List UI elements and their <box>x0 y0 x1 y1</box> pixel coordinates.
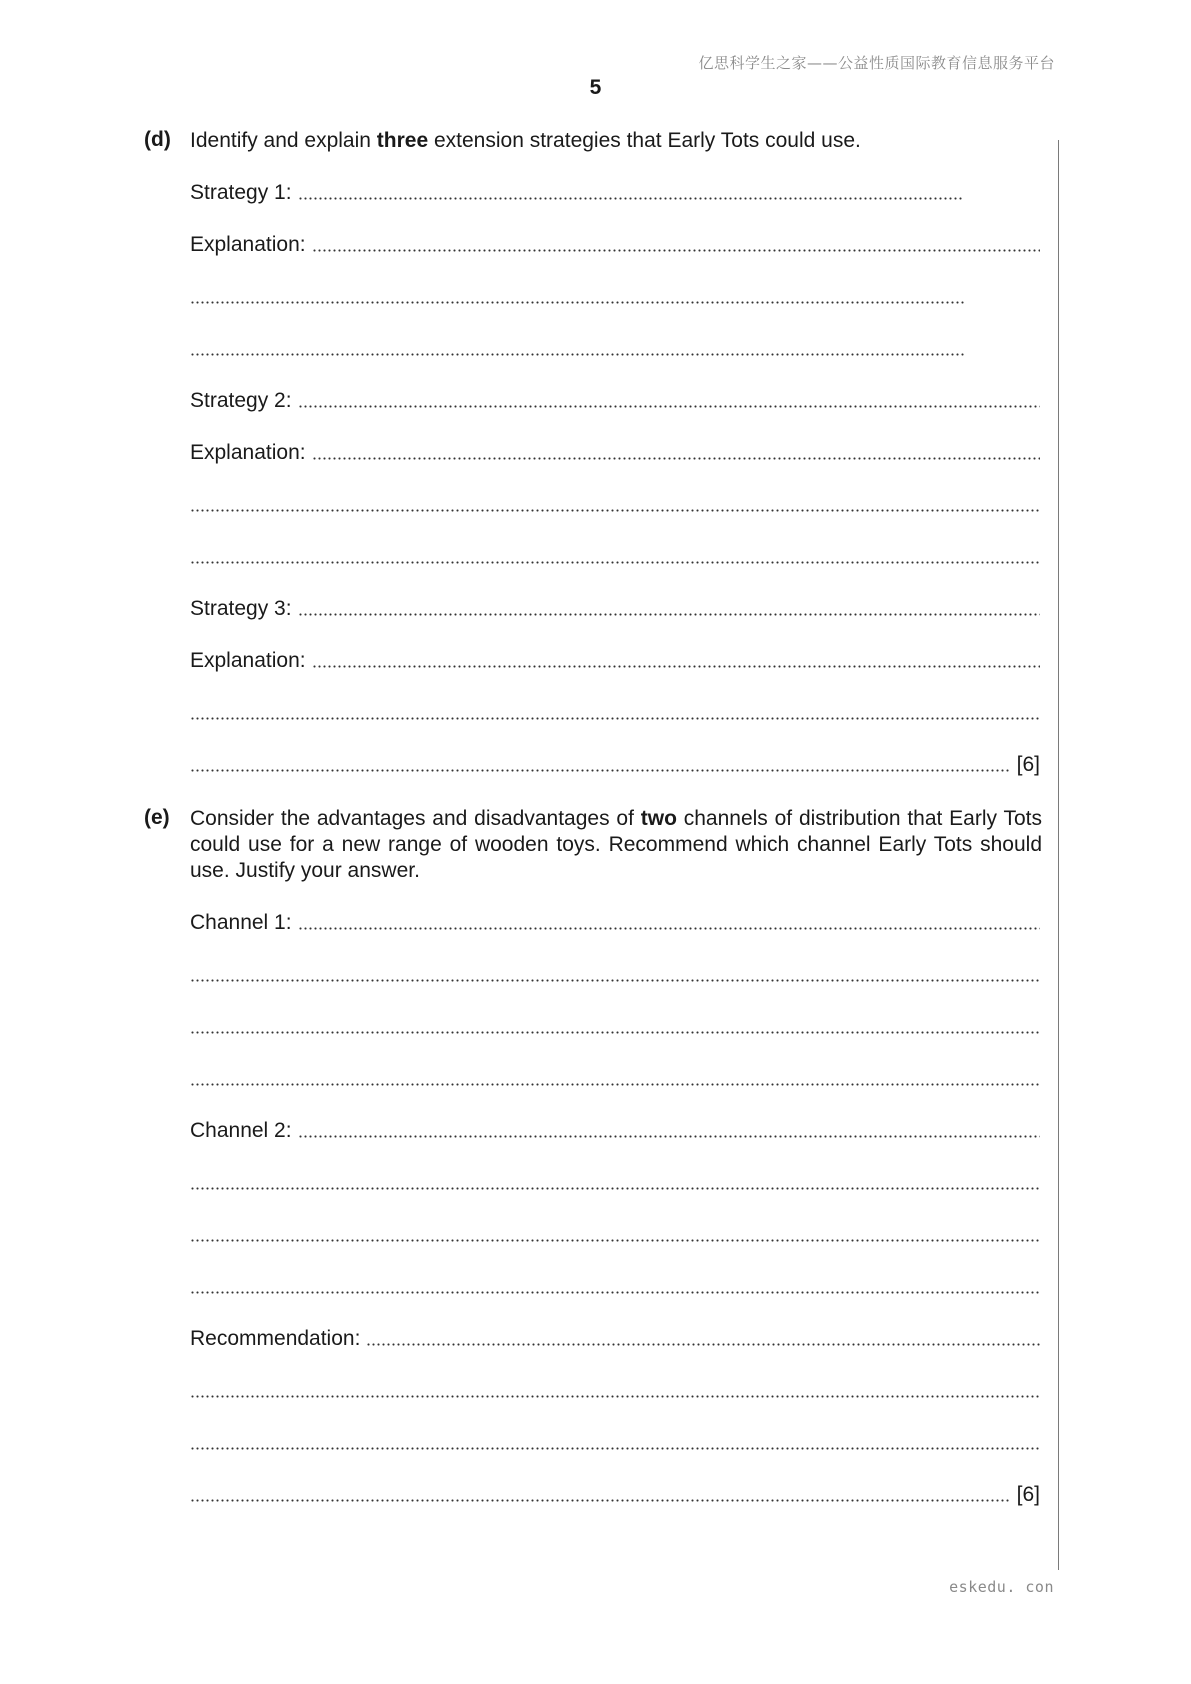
strategy-3-label: Strategy 3: <box>190 597 292 620</box>
explanation-2-line[interactable] <box>190 440 1040 466</box>
answer-line[interactable] <box>190 1014 1040 1040</box>
answer-line[interactable] <box>190 1274 1040 1300</box>
answer-line[interactable] <box>190 1066 1040 1092</box>
channel-2-line[interactable] <box>190 1118 1040 1144</box>
question-e-marks: [6] <box>1016 1483 1040 1506</box>
question-e-text: Consider the advantages and disadvantages of two channels of distribution that Early Tots could use for a new range of wooden toys. Recommend which channel Early Tots should use. Justify your answer. <box>190 807 1042 882</box>
channel-2-label: Channel 2: <box>190 1119 292 1142</box>
question-d-marks: [6] <box>1016 753 1040 776</box>
strategy-2-line[interactable] <box>190 388 1040 414</box>
answer-line[interactable] <box>190 284 964 310</box>
header-watermark: 亿思科学生之家——公益性质国际教育信息服务平台 <box>698 54 1055 72</box>
strategy-3-line[interactable] <box>190 596 1040 622</box>
answer-line[interactable] <box>190 336 964 362</box>
answer-line[interactable] <box>190 1378 1040 1404</box>
answer-line[interactable] <box>190 544 1040 570</box>
answer-line-final[interactable] <box>190 752 1040 778</box>
answer-line[interactable] <box>190 1222 1040 1248</box>
explanation-3-line[interactable] <box>190 648 1040 674</box>
answer-line[interactable] <box>190 1170 1040 1196</box>
margin-rule <box>1058 140 1059 1570</box>
explanation-1-label: Explanation: <box>190 233 306 256</box>
answer-line[interactable] <box>190 492 1040 518</box>
answer-line[interactable] <box>190 700 1040 726</box>
strategy-2-label: Strategy 2: <box>190 389 292 412</box>
explanation-2-label: Explanation: <box>190 441 306 464</box>
answer-line-final[interactable] <box>190 1482 1040 1508</box>
recommendation-line[interactable] <box>190 1326 1040 1352</box>
channel-1-label: Channel 1: <box>190 911 292 934</box>
question-d-text: Identify and explain three extension strategies that Early Tots could use. <box>190 129 861 152</box>
strategy-1-line[interactable] <box>190 180 964 206</box>
footer-watermark: eskedu. con <box>949 1578 1054 1596</box>
page-number: 5 <box>589 76 602 99</box>
explanation-3-label: Explanation: <box>190 649 306 672</box>
channel-1-line[interactable] <box>190 910 1040 936</box>
answer-line[interactable] <box>190 1430 1040 1456</box>
strategy-1-label: Strategy 1: <box>190 181 292 204</box>
question-e-label: (e) <box>144 806 170 829</box>
question-d-label: (d) <box>144 128 171 151</box>
recommendation-label: Recommendation: <box>190 1327 361 1350</box>
answer-line[interactable] <box>190 962 1040 988</box>
explanation-1-line[interactable] <box>190 232 1040 258</box>
